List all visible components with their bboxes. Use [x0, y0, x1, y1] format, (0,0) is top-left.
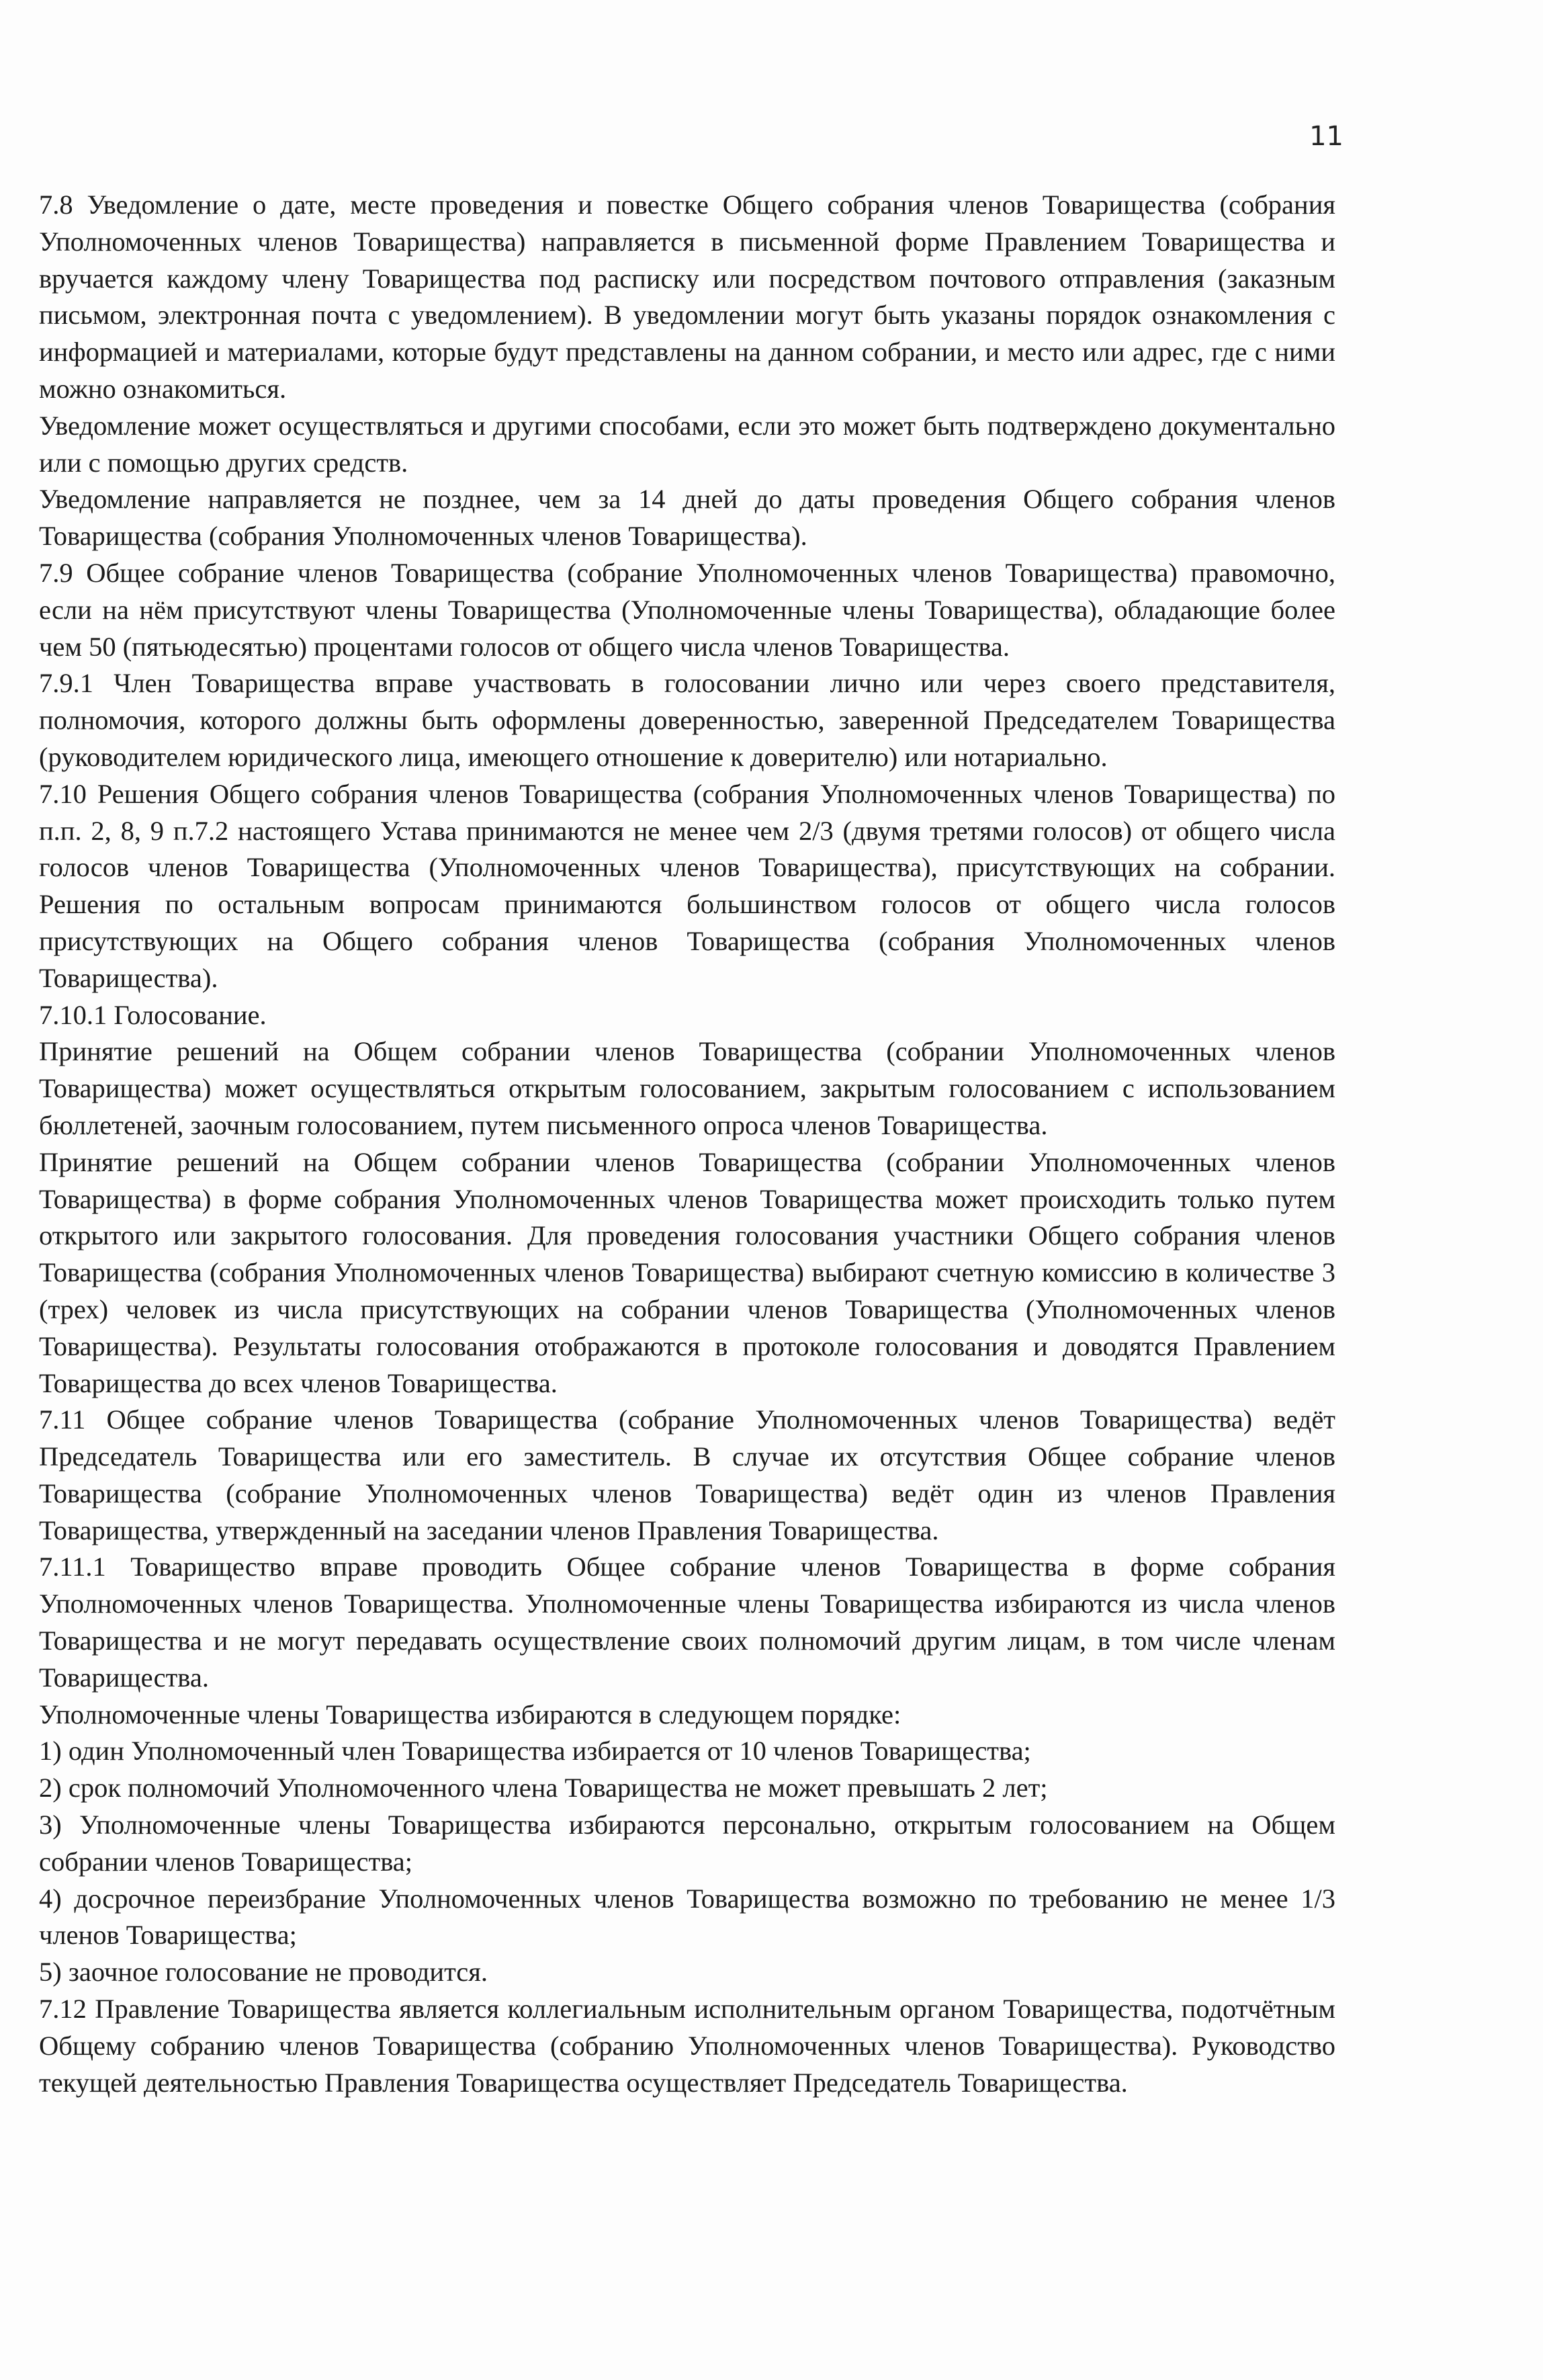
list-item-3: 3) Уполномоченные члены Товарищества избираются персонально, открытым голосованием на Общем собрании членов Товарищества;	[39, 1810, 1335, 1877]
paragraph-notice-methods: Уведомление может осуществляться и другими способами, если это может быть подтверждено документально или с помощью других средств.	[39, 410, 1335, 478]
paragraph-voting-forms: Принятие решений на Общем собрании членов Товарищества (собрании Уполномоченных членов Товарищества) может осуществляться открытым голосованием, закрытым голосованием с использованием бюллетеней, заочным голосованием, путем письменного опроса членов Товарищества.	[39, 1036, 1335, 1140]
paragraph-election-order: Уполномоченные члены Товарищества избираются в следующем порядке:	[39, 1699, 901, 1730]
list-item-5: 5) заочное голосование не проводится.	[39, 1957, 488, 1988]
list-item-1: 1) один Уполномоченный член Товарищества избирается от 10 членов Товарищества;	[39, 1736, 1031, 1767]
paragraph-7-11-1: 7.11.1 Товарищество вправе проводить Общее собрание членов Товарищества в форме собрания Уполномоченных членов Товарищества. Уполномоченные члены Товарищества избираются из числа членов Товарищества и не могут передавать осуществление своих полномочий другим лицам, в том числе членам Товарищества.	[39, 1552, 1335, 1693]
paragraph-7-12: 7.12 Правление Товарищества является коллегиальным исполнительным органом Товарищества, подотчётным Общему собранию членов Товарищества (собранию Уполномоченных членов Товарищества). Руководство текущей деятельностью Правления Товарищества осуществляет Председатель Товарищества.	[39, 1994, 1335, 2098]
paragraph-7-11: 7.11 Общее собрание членов Товарищества (собрание Уполномоченных членов Товарищества) ведёт Председатель Товарищества или его заместитель. В случае их отсутствия Общее собрание членов Товарищества (собрание Уполномоченных членов Товарищества) ведёт один из членов Правления Товарищества, утвержденный на заседании членов Правления Товарищества.	[39, 1404, 1335, 1545]
paragraph-7-9: 7.9 Общее собрание членов Товарищества (собрание Уполномоченных членов Товарищества) правомочно, если на нём присутствуют члены Товарищества (Уполномоченные члены Товарищества), обладающие более чем 50 (пятьюдесятью) процентами голосов от общего числа членов Товарищества.	[39, 557, 1335, 662]
paragraph-notice-deadline: Уведомление направляется не позднее, чем за 14 дней до даты проведения Общего собрания членов Товарищества (собрания Уполномоченных членов Товарищества).	[39, 484, 1335, 552]
document-body	[39, 187, 1335, 2101]
list-item-4: 4) досрочное переизбрание Уполномоченных членов Товарищества возможно по требованию не менее 1/3 членов Товарищества;	[39, 1883, 1335, 1951]
paragraph-voting-procedure: Принятие решений на Общем собрании членов Товарищества (собрании Уполномоченных членов Товарищества) в форме собрания Уполномоченных членов Товарищества может происходить только путем открытого или закрытого голосования. Для проведения голосования участники Общего собрания членов Товарищества (собрания Уполномоченных членов Товарищества) выбирают счетную комиссию в количестве 3 (трех) человек из числа присутствующих на собрании членов Товарищества (Уполномоченных членов Товарищества). Результаты голосования отображаются в протоколе голосования и доводятся Правлением Товарищества до всех членов Товарищества.	[39, 1146, 1335, 1398]
paragraph-7-10-1: 7.10.1 Голосование.	[39, 999, 267, 1030]
paragraph-7-9-1: 7.9.1 Член Товарищества вправе участвовать в голосовании лично или через своего представителя, полномочия, которого должны быть оформлены доверенностью, заверенной Председателем Товарищества (руководителем юридического лица, имеющего отношение к доверителю) или нотариально.	[39, 668, 1335, 772]
page-number: 11	[1309, 121, 1343, 152]
paragraph-7-10: 7.10 Решения Общего собрания членов Товарищества (собрания Уполномоченных членов Товарищества) по п.п. 2, 8, 9 п.7.2 настоящего Устава принимаются не менее чем 2/3 (двумя третями голосов) от общего числа голосов членов Товарищества (Уполномоченных членов Товарищества), присутствующих на собрании. Решения по остальным вопросам принимаются большинством голосов от общего числа голосов присутствующих на Общего собрания членов Товарищества (собрания Уполномоченных членов Товарищества).	[39, 778, 1335, 993]
list-item-2: 2) срок полномочий Уполномоченного члена Товарищества не может превышать 2 лет;	[39, 1773, 1048, 1803]
paragraph-7-8: 7.8 Уведомление о дате, месте проведения и повестке Общего собрания членов Товарищества (собрания Уполномоченных членов Товарищества) направляется в письменной форме Правлением Товарищества и вручается каждому члену Товарищества под расписку или посредством почтового отправления (заказным письмом, электронная почта с уведомлением). В уведомлении могут быть указаны порядок ознакомления с информацией и материалами, которые будут представлены на данном собрании, и место или адрес, где с ними можно ознакомиться.	[39, 189, 1335, 404]
